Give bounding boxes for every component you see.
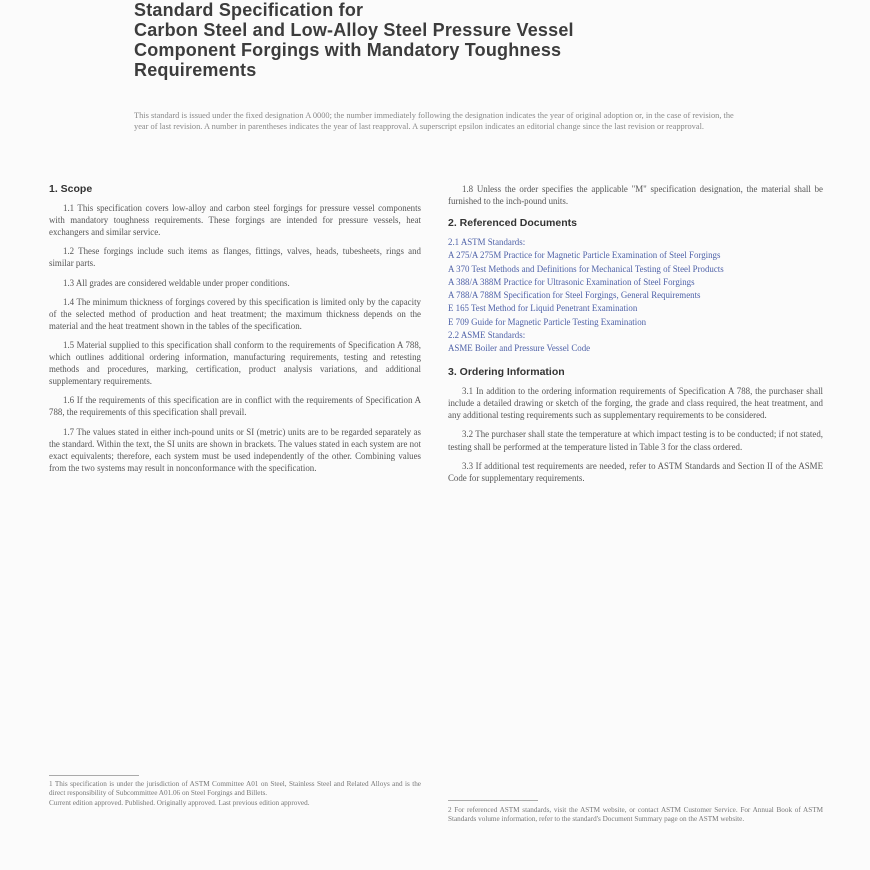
- reference-item[interactable]: A 388/A 388M Practice for Ultrasonic Examination of Steel Forgings: [448, 276, 695, 287]
- scope-paragraph: 1.6 If the requirements of this specification are in conflict with the requirements of Specification A 788, the requirements of this specification shall prevail.: [49, 395, 421, 418]
- title-line: Requirements: [134, 60, 257, 80]
- reference-item[interactable]: 2.2 ASME Standards:: [448, 329, 526, 340]
- reference-list: [448, 236, 823, 354]
- title-line: Standard Specification for: [134, 0, 364, 20]
- scope-paragraph: 1.4 The minimum thickness of forgings covered by this specification is limited only by the capacity of the selected method of production and heat treatment; the maximum thickness depends on the material and the heat treatment shown in the tables of the specification.: [49, 296, 421, 331]
- scope-paragraph-continued: 1.8 Unless the order specifies the applicable "M" specification designation, the material shall be furnished to the inch-pound units.: [448, 184, 823, 207]
- scope-paragraph: 1.7 The values stated in either inch-pound units or SI (metric) units are to be regarded separately as the standard. Within the text, the SI units are shown in brackets. The values stated in each system are not exact equivalents; therefore, each system must be used independently of the other. Combining values from the two systems may result in nonconformance with the specification.: [49, 426, 421, 473]
- ordering-paragraph: 3.3 If additional test requirements are needed, refer to ASTM Standards and Section II of the ASME Code for supplementary requirements.: [448, 460, 823, 483]
- title-line: Component Forgings with Mandatory Toughness: [134, 40, 562, 60]
- footnote: 1 This specification is under the jurisdiction of ASTM Committee A01 on Steel, Stainless Steel and Related Alloys and is the direct responsibility of Subcommittee A01.06 on Steel Forgings and Billets.: [49, 780, 421, 798]
- footnote-rule: [49, 775, 139, 776]
- scope-paragraph: 1.2 These forgings include such items as flanges, fittings, valves, heads, tubesheets, rings and similar parts.: [49, 246, 421, 269]
- footnote-rule: [448, 800, 538, 801]
- abstract: This standard is issued under the fixed designation A 0000; the number immediately following the designation indicates the year of original adoption or, in the case of revision, the year of last revision. A number in parentheses indicates the year of last reapproval. A superscript epsilon indicates an editorial change since the last revision or reapproval.: [134, 111, 734, 131]
- ordering-paragraph: 3.2 The purchaser shall state the temperature at which impact testing is to be conducted; if not stated, testing shall be performed at the temperature listed in Table 3 for the class ordered.: [448, 429, 823, 452]
- reference-item[interactable]: A 275/A 275M Practice for Magnetic Particle Examination of Steel Forgings: [448, 250, 721, 261]
- footnote: 2 For referenced ASTM standards, visit the ASTM website, or contact ASTM Customer Service. For Annual Book of ASTM Standards volume information, refer to the standard's Document Summary page on the ASTM website.: [448, 806, 823, 824]
- footnotes-right: [448, 806, 823, 825]
- section-heading-ordering: 3. Ordering Information: [448, 366, 565, 379]
- document-title: [134, 0, 694, 80]
- scope-paragraph: 1.5 Material supplied to this specification shall conform to the requirements of Specification A 788, which outlines additional ordering information, manufacturing requirements, testing and retesting methods and procedures, marking, certification, product analysis variations, and additional supplementary requirements.: [49, 339, 421, 387]
- reference-item[interactable]: ASME Boiler and Pressure Vessel Code: [448, 342, 591, 353]
- reference-item[interactable]: A 370 Test Methods and Definitions for Mechanical Testing of Steel Products: [448, 263, 724, 274]
- reference-item[interactable]: A 788/A 788M Specification for Steel Forgings, General Requirements: [448, 290, 701, 301]
- left-column: [49, 183, 421, 481]
- section-heading-scope: 1. Scope: [49, 183, 93, 195]
- title-line: Carbon Steel and Low-Alloy Steel Pressure Vessel: [134, 20, 574, 40]
- reference-item[interactable]: 2.1 ASTM Standards:: [448, 237, 526, 248]
- section-heading-references: 2. Referenced Documents: [448, 217, 577, 230]
- footnotes-left: [49, 780, 421, 808]
- footnote: Current edition approved. Published. Originally approved. Last previous edition approved.: [49, 798, 310, 807]
- scope-paragraph: 1.3 All grades are considered weldable under proper conditions.: [63, 277, 290, 288]
- reference-item[interactable]: E 165 Test Method for Liquid Penetrant Examination: [448, 303, 638, 314]
- reference-item[interactable]: E 709 Guide for Magnetic Particle Testing Examination: [448, 316, 647, 327]
- scope-paragraph: 1.1 This specification covers low-alloy and carbon steel forgings for pressure vessel components with mandatory toughness requirements. These forgings are intended for pressure vessels, heat exchangers and similar service.: [49, 203, 421, 238]
- right-column: [448, 183, 823, 491]
- ordering-paragraph: 3.1 In addition to the ordering information requirements of Specification A 788, the purchaser shall include a detailed drawing or sketch of the forging, the grade and class required, the heat treatment, and any additional testing requirements such as supplementary requirements to be considered.: [448, 386, 823, 421]
